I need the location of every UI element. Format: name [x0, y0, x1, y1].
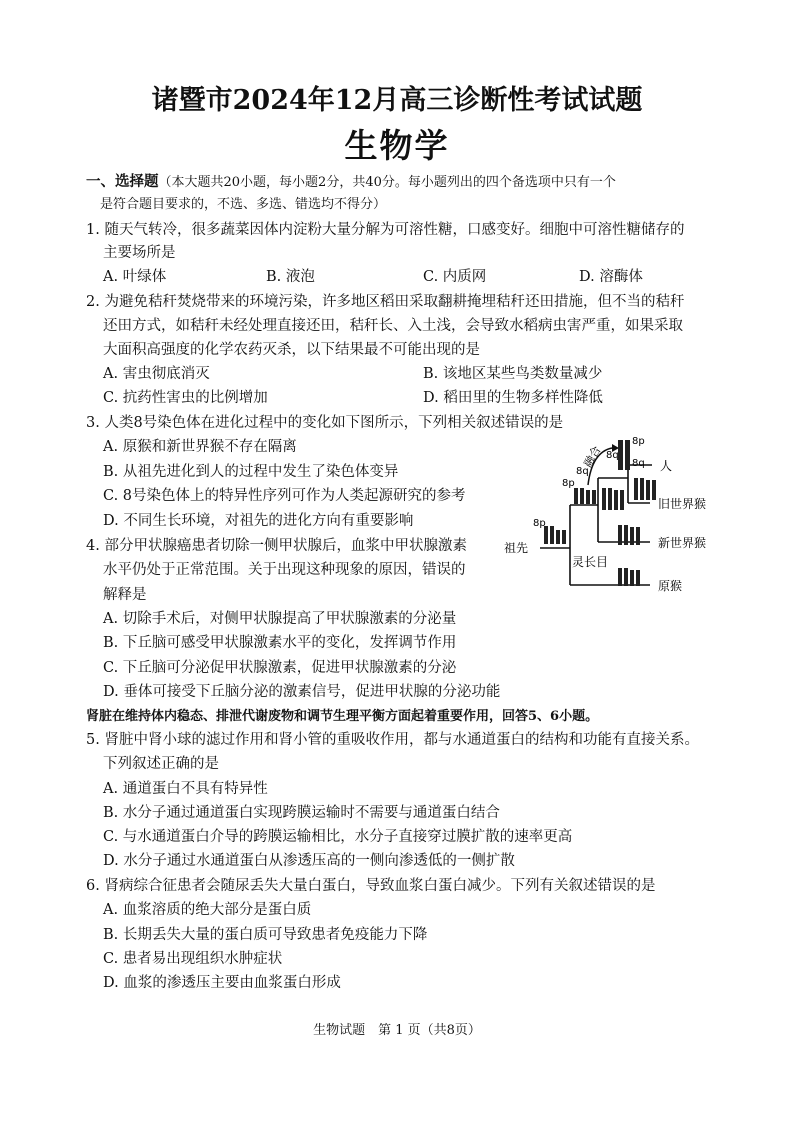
q1-option-d: D. 溶酶体 — [579, 269, 643, 285]
label-8p-human: 8p — [632, 436, 645, 447]
q4-option-d: D. 垂体可接受下丘脑分泌的激素信号，促进甲状腺的分泌功能 — [103, 684, 501, 700]
chromosome-bar — [580, 488, 584, 504]
q5-stem-2: 下列叙述正确的是 — [103, 756, 219, 772]
q2-stem-1: 2. 为避免秸秆焚烧带来的环境污染，许多地区稻田采取翻耕掩埋秸秆还田措施，但不当的秸秆 — [86, 294, 685, 310]
label-8p-ancestor: 8p — [533, 518, 546, 529]
label-8p-node: 8p — [562, 478, 575, 489]
chromosome-evolution-diagram — [500, 430, 730, 600]
q3-option-d: D. 不同生长环境，对祖先的进化方向有重要影响 — [103, 513, 414, 529]
q5-option-b: B. 水分子通过通道蛋白实现跨膜运输时不需要与通道蛋白结合 — [103, 805, 500, 821]
section-instructions-1: （本大题共20小题，每小题2分，共40分。每小题列出的四个备选项中只有一个 — [158, 175, 616, 190]
q3-option-c: C. 8号染色体上的特异性序列可作为人类起源研究的参考 — [103, 488, 466, 504]
q6-stem: 6. 肾病综合征患者会随尿丢失大量白蛋白，导致血浆白蛋白减少。下列有关叙述错误的是 — [86, 878, 656, 894]
label-human: 人 — [660, 459, 673, 473]
q2-option-c: C. 抗药性害虫的比例增加 — [103, 390, 268, 406]
chromosome-bar — [618, 440, 623, 470]
q4-option-b: B. 下丘脑可感受甲状腺激素水平的变化，发挥调节作用 — [103, 635, 457, 651]
page-footer: 生物试题 第 1 页（共8页） — [313, 1023, 481, 1038]
chromosome-bar — [652, 480, 656, 500]
q1-option-b: B. 液泡 — [266, 269, 315, 285]
chromosome-bar — [550, 526, 554, 544]
chromosome-bar — [640, 478, 644, 500]
chromosome-bar — [556, 530, 560, 544]
q6-option-b: B. 长期丢失大量的蛋白质可导致患者免疫能力下降 — [103, 927, 428, 943]
label-prosimian: 原猴 — [658, 579, 683, 593]
section-label: 一、选择题 — [86, 173, 159, 190]
chromosome-bar — [630, 570, 634, 586]
chromosome-bar — [602, 488, 606, 510]
subject-title: 生物学 — [344, 126, 450, 165]
chromosome-bar — [608, 488, 612, 510]
q2-option-b: B. 该地区某些鸟类数量减少 — [423, 366, 603, 382]
q3-option-b: B. 从祖先进化到人的过程中发生了染色体变异 — [103, 464, 399, 480]
q3-stem: 3. 人类8号染色体在进化过程中的变化如下图所示，下列相关叙述错误的是 — [86, 415, 564, 431]
chromosome-bar — [625, 440, 630, 470]
q1-stem-1: 1. 随天气转冷，很多蔬菜因体内淀粉大量分解为可溶性糖，口感变好。细胞中可溶性糖储存的 — [86, 222, 685, 238]
q5-option-d: D. 水分子通过水通道蛋白从渗透压高的一侧向渗透低的一侧扩散 — [103, 853, 515, 869]
q5-stem-1: 5. 肾脏中肾小球的滤过作用和肾小管的重吸收作用，都与水通道蛋白的结构和功能有直接关系。 — [86, 732, 699, 748]
q2-stem-3: 大面积高强度的化学农药灭杀，以下结果最不可能出现的是 — [103, 342, 480, 358]
chromosome-bar — [634, 478, 638, 500]
chromosome-bar — [618, 568, 622, 586]
q1-option-c: C. 内质网 — [423, 269, 487, 285]
q2-option-a: A. 害虫彻底消灭 — [103, 366, 210, 382]
chromosome-bar — [620, 490, 624, 510]
chromosome-bar — [618, 525, 622, 545]
q2-stem-2: 还田方式，如秸秆未经处理直接还田，秸秆长、入土浅，会导致水稻病虫害严重，如果采取 — [103, 318, 683, 334]
label-new-world-monkey: 新世界猴 — [658, 536, 707, 550]
exam-title: 诸暨市2024年12月高三诊断性考试试题 — [151, 85, 643, 116]
chromosome-bar — [574, 488, 578, 504]
chromosome-bar — [636, 570, 640, 586]
q1-stem-2: 主要场所是 — [103, 245, 176, 261]
label-old-world-monkey: 旧世界猴 — [658, 497, 707, 511]
label-8q-human: 8q — [606, 450, 619, 461]
chromosome-bar — [614, 490, 618, 510]
chromosome-bar — [636, 527, 640, 545]
label-fusion: 融合 — [581, 443, 604, 470]
q1-option-a: A. 叶绿体 — [103, 269, 167, 285]
section-instructions-2: 是符合题目要求的，不选、多选、错选均不得分） — [100, 197, 387, 212]
q3-option-a: A. 原猴和新世界猴不存在隔离 — [103, 439, 297, 455]
chromosome-bar — [562, 530, 566, 544]
label-ancestor: 祖先 — [504, 541, 529, 555]
chromosome-bar — [586, 490, 590, 504]
chromosome-bar — [624, 568, 628, 586]
q2-option-d: D. 稻田里的生物多样性降低 — [423, 390, 603, 406]
label-8q-human-right: 8q — [632, 458, 645, 469]
q4-stem-3: 解释是 — [103, 587, 147, 603]
section-header — [86, 172, 616, 193]
q5-option-c: C. 与水通道蛋白介导的跨膜运输相比，水分子直接穿过膜扩散的速率更高 — [103, 829, 573, 845]
label-primates: 灵长目 — [572, 555, 609, 569]
chromosome-bar — [646, 480, 650, 500]
chromosome-bar — [624, 525, 628, 545]
q6-option-a: A. 血浆溶质的绝大部分是蛋白质 — [103, 902, 312, 918]
context-q5-q6: 肾脏在维持体内稳态、排泄代谢废物和调节生理平衡方面起着重要作用，回答5、6小题。 — [86, 709, 599, 724]
chromosome-bar — [592, 490, 596, 504]
q4-stem-1: 4. 部分甲状腺癌患者切除一侧甲状腺后，血浆中甲状腺激素 — [86, 538, 467, 554]
chromosome-bar — [630, 527, 634, 545]
q4-option-c: C. 下丘脑可分泌促甲状腺激素，促进甲状腺激素的分泌 — [103, 660, 457, 676]
q6-option-c: C. 患者易出现组织水肿症状 — [103, 951, 283, 967]
q5-option-a: A. 通道蛋白不具有特异性 — [103, 781, 268, 797]
q6-option-d: D. 血浆的渗透压主要由血浆蛋白形成 — [103, 975, 341, 991]
q4-stem-2: 水平仍处于正常范围。关于出现这种现象的原因，错误的 — [103, 562, 466, 578]
label-8q-node: 8q — [576, 466, 589, 477]
q4-option-a: A. 切除手术后，对侧甲状腺提高了甲状腺激素的分泌量 — [103, 611, 457, 627]
